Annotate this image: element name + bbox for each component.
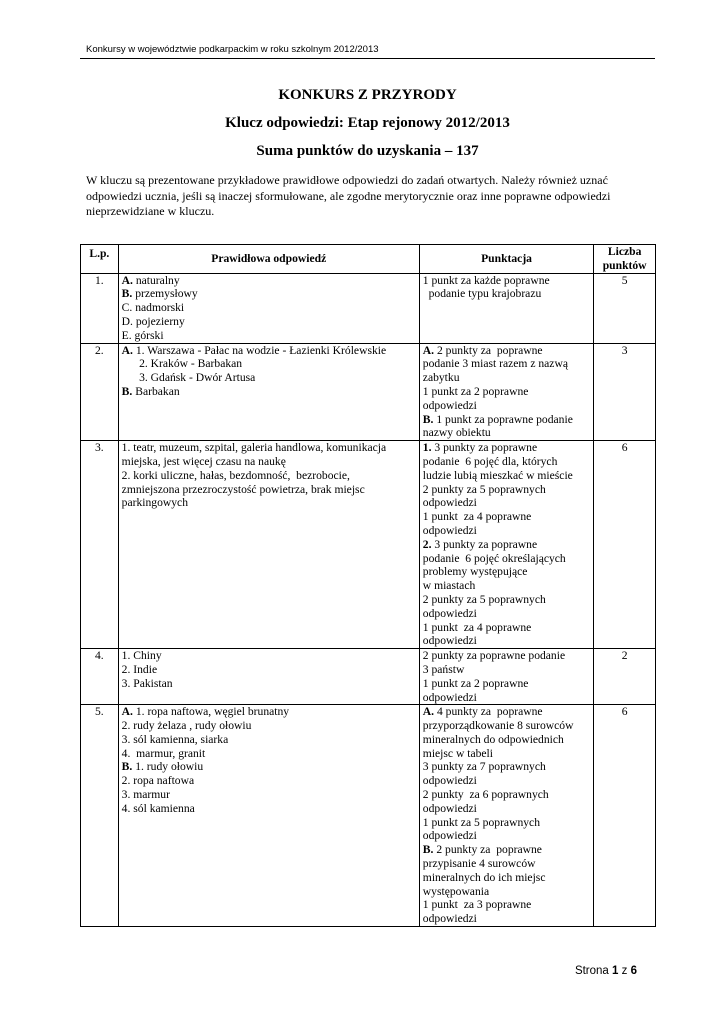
scoring-line: odpowiedzi bbox=[422, 690, 477, 704]
scoring-line: podanie 6 pojęć dla, których bbox=[422, 454, 558, 468]
answer-line: 2. Kraków - Barbakan bbox=[121, 357, 243, 371]
cell-answer bbox=[118, 649, 419, 705]
scoring-line: ludzie lubią mieszkać w mieście bbox=[422, 468, 573, 482]
cell-answer bbox=[118, 273, 419, 343]
cell-max-points: 6 bbox=[594, 441, 656, 649]
table-body bbox=[81, 273, 656, 926]
title-block bbox=[80, 86, 655, 160]
answer-line: 3. Pakistan bbox=[121, 676, 173, 690]
scoring-line: B. 1 punkt za poprawne podanie bbox=[422, 412, 573, 426]
answer-line: 2. korki uliczne, hałas, bezdomność, bezrobocie, bbox=[121, 468, 350, 482]
scoring-line: 1 punkt za każde poprawne bbox=[422, 273, 550, 287]
scoring-line: odpowiedzi bbox=[422, 523, 477, 537]
scoring-line: problemy występujące bbox=[422, 565, 528, 579]
answer-line: 4. marmur, granit bbox=[121, 746, 206, 760]
header-lp: L.p. bbox=[81, 245, 119, 274]
scoring-line: w miastach bbox=[422, 579, 476, 593]
total-points-heading: Suma punktów do uzyskania – 137 bbox=[256, 143, 479, 159]
scoring-line: 3 punkty za 7 poprawnych bbox=[422, 760, 546, 774]
header-answer: Prawidłowa odpowiedź bbox=[118, 245, 419, 274]
scoring-line: odpowiedzi bbox=[422, 774, 477, 788]
scoring-line: podanie 3 miast razem z nazwą bbox=[422, 357, 568, 371]
answer-line: 4. sól kamienna bbox=[121, 801, 195, 815]
scoring-line: 1. 3 punkty za poprawne bbox=[422, 441, 538, 455]
scoring-line: A. 2 punkty za poprawne bbox=[422, 343, 543, 357]
table-row bbox=[81, 273, 656, 343]
answer-line: A. naturalny bbox=[121, 273, 180, 287]
running-header: Konkursy w województwie podkarpackim w roku szkolnym 2012/2013 bbox=[86, 44, 379, 55]
table-header-row bbox=[81, 245, 656, 274]
cell-scoring bbox=[419, 441, 594, 649]
scoring-line: podanie 6 pojęć określających bbox=[422, 551, 566, 565]
scoring-line: odpowiedzi bbox=[422, 606, 477, 620]
answer-line: 2. ropa naftowa bbox=[121, 774, 195, 788]
scoring-line: przyporządkowanie 8 surowców bbox=[422, 719, 574, 733]
scoring-line: mineralnych do ich miejsc bbox=[422, 870, 546, 884]
answer-line: 2. Indie bbox=[121, 662, 158, 676]
answer-line: miejska, jest więcej czasu na naukę bbox=[121, 454, 286, 468]
table-row bbox=[81, 649, 656, 705]
intro-paragraph: W kluczu są prezentowane przykładowe prawidłowe odpowiedzi do zadań otwartych. Należy również uznać odpowiedzi ucznia, jeśli są inaczej sformułowane, ale zgodne merytorycznie oraz inne poprawne odpowiedzi nieprzewidziane w kluczu. bbox=[86, 173, 611, 218]
scoring-line: 1 punkt za 4 poprawne bbox=[422, 510, 532, 524]
cell-lp: 1. bbox=[81, 273, 119, 343]
scoring-line: 1 punkt za 5 poprawnych bbox=[422, 815, 540, 829]
answer-line: 1. Chiny bbox=[121, 649, 162, 663]
cell-max-points: 2 bbox=[594, 649, 656, 705]
document-title: KONKURS Z PRZYRODY bbox=[278, 87, 457, 103]
scoring-line: przypisanie 4 surowców bbox=[422, 857, 536, 871]
scoring-line: nazwy obiektu bbox=[422, 426, 491, 440]
answer-line: zmniejszona przezroczystość powietrza, brak miejsc bbox=[121, 482, 365, 496]
scoring-line: odpowiedzi bbox=[422, 801, 477, 815]
header-rule bbox=[80, 58, 655, 59]
answer-line: D. pojezierny bbox=[121, 314, 185, 328]
cell-scoring bbox=[419, 705, 594, 927]
answer-line: 3. Gdańsk - Dwór Artusa bbox=[121, 371, 256, 385]
scoring-line: 2 punkty za 5 poprawnych bbox=[422, 482, 546, 496]
scoring-line: 1 punkt za 2 poprawne bbox=[422, 676, 529, 690]
scoring-line: odpowiedzi bbox=[422, 634, 477, 648]
footer-page-number: 1 bbox=[612, 965, 619, 977]
scoring-line: 3 państw bbox=[422, 662, 465, 676]
cell-lp: 5. bbox=[81, 705, 119, 927]
answer-line: E. górski bbox=[121, 328, 164, 342]
cell-answer bbox=[118, 343, 419, 441]
answer-key-table bbox=[80, 244, 656, 927]
answer-line: 2. rudy żelaza , rudy ołowiu bbox=[121, 719, 252, 733]
table-row bbox=[81, 441, 656, 649]
scoring-line: odpowiedzi bbox=[422, 398, 477, 412]
answer-line: 1. teatr, muzeum, szpital, galeria handlowa, komunikacja bbox=[121, 441, 387, 455]
answer-line: B. Barbakan bbox=[121, 384, 180, 398]
scoring-line: występowania bbox=[422, 884, 490, 898]
footer-page-total: 6 bbox=[630, 965, 637, 977]
answer-line: 3. marmur bbox=[121, 788, 170, 802]
cell-scoring bbox=[419, 343, 594, 441]
scoring-line: 2 punkty za 5 poprawnych bbox=[422, 592, 546, 606]
scoring-line: 1 punkt za 3 poprawne bbox=[422, 898, 532, 912]
answer-line: A. 1. Warszawa - Pałac na wodzie - Łazienki Królewskie bbox=[121, 343, 387, 357]
header-max-points: Liczba punktów bbox=[594, 245, 656, 274]
answer-line: A. 1. ropa naftowa, węgiel brunatny bbox=[121, 705, 290, 719]
scoring-line: 1 punkt za 2 poprawne bbox=[422, 384, 529, 398]
answer-line: 3. sól kamienna, siarka bbox=[121, 732, 229, 746]
cell-lp: 3. bbox=[81, 441, 119, 649]
cell-max-points: 6 bbox=[594, 705, 656, 927]
answer-line: B. 1. rudy ołowiu bbox=[121, 760, 204, 774]
scoring-line: zabytku bbox=[422, 371, 460, 385]
answer-line: parkingowych bbox=[121, 496, 188, 510]
answer-line: B. przemysłowy bbox=[121, 287, 198, 301]
cell-scoring bbox=[419, 273, 594, 343]
scoring-line: 2 punkty za poprawne podanie bbox=[422, 649, 566, 663]
scoring-line: 1 punkt za 4 poprawne bbox=[422, 620, 532, 634]
scoring-line: 2 punkty za 6 poprawnych bbox=[422, 788, 549, 802]
scoring-line: odpowiedzi bbox=[422, 496, 477, 510]
table-row bbox=[81, 343, 656, 441]
scoring-line: B. 2 punkty za poprawne bbox=[422, 843, 542, 857]
document-subtitle: Klucz odpowiedzi: Etap rejonowy 2012/2013 bbox=[225, 115, 510, 131]
scoring-line: odpowiedzi bbox=[422, 912, 477, 926]
cell-answer bbox=[118, 441, 419, 649]
scoring-line: odpowiedzi bbox=[422, 829, 477, 843]
cell-max-points: 5 bbox=[594, 273, 656, 343]
cell-max-points: 3 bbox=[594, 343, 656, 441]
scoring-line: A. 4 punkty za poprawne bbox=[422, 705, 543, 719]
answer-line: C. nadmorski bbox=[121, 301, 185, 315]
scoring-line: podanie typu krajobrazu bbox=[422, 287, 542, 301]
footer-label: Strona bbox=[574, 965, 609, 977]
cell-lp: 4. bbox=[81, 649, 119, 705]
scoring-line: mineralnych do odpowiednich bbox=[422, 732, 564, 746]
scoring-line: 2. 3 punkty za poprawne bbox=[422, 537, 538, 551]
page-footer bbox=[575, 965, 637, 977]
cell-answer bbox=[118, 705, 419, 927]
scoring-line: miejsc w tabeli bbox=[422, 746, 493, 760]
header-scoring: Punktacja bbox=[419, 245, 594, 274]
footer-of: z bbox=[621, 965, 628, 977]
cell-scoring bbox=[419, 649, 594, 705]
table-row bbox=[81, 705, 656, 927]
cell-lp: 2. bbox=[81, 343, 119, 441]
